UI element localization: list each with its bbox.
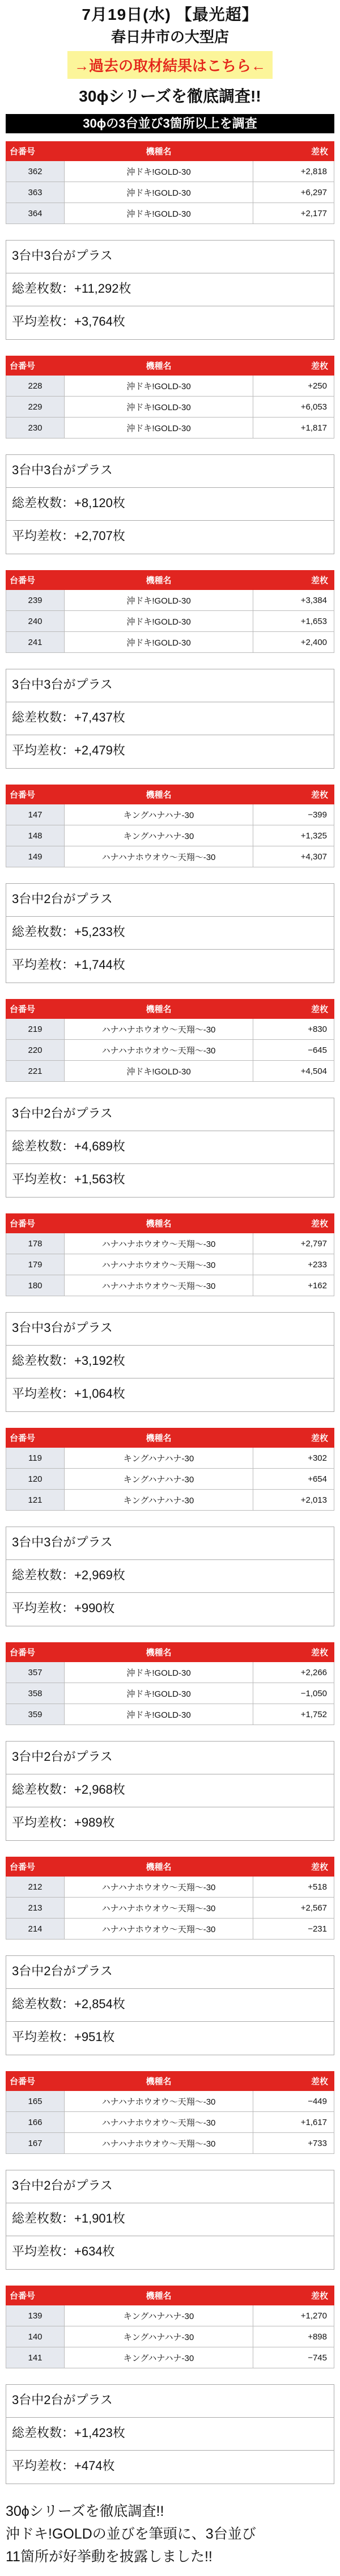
total-difference: 総差枚数：+3,192枚	[6, 1346, 334, 1378]
machine-name-header: 機種名	[65, 1214, 253, 1233]
difference-cell: +518	[253, 1877, 334, 1898]
machine-number-cell: 230	[6, 418, 65, 439]
machine-name-cell: キングハナハナ-30	[65, 804, 253, 825]
total-difference: 総差枚数：+4,689枚	[6, 1131, 334, 1164]
total-difference: 総差枚数：+1,901枚	[6, 2203, 334, 2236]
results-table	[6, 1857, 334, 1940]
difference-cell: +2,818	[253, 161, 334, 182]
average-difference: 平均差枚：+1,563枚	[12, 1172, 125, 1186]
store-name: 春日井市の大型店	[110, 28, 229, 45]
table-row	[6, 418, 334, 439]
machine-name-header: 機種名	[65, 1428, 253, 1448]
footer-line: 30ϕシリーズを徹底調査!!	[6, 2503, 164, 2519]
table-header-row	[6, 2072, 334, 2091]
results-table	[6, 570, 334, 653]
machine-name-cell: ハナハナホウオウ〜天翔〜-30	[65, 1898, 253, 1919]
table-row	[6, 1254, 334, 1275]
table-row	[6, 1490, 334, 1511]
average-difference: 平均差枚：+1,064枚	[12, 1386, 125, 1401]
plus-count: 3台中3台がプラス	[6, 669, 334, 702]
machine-name-cell: ハナハナホウオウ〜天翔〜-30	[65, 1275, 253, 1296]
table-row	[6, 825, 334, 846]
machine-name-header: 機種名	[65, 571, 253, 590]
machine-number-cell: 166	[6, 2112, 65, 2133]
difference-cell: +4,504	[253, 1061, 334, 1082]
total-difference: 総差枚数：+2,854枚	[6, 1989, 334, 2022]
difference-cell: +2,177	[253, 203, 334, 224]
machine-number-header: 台番号	[6, 1000, 65, 1019]
difference-cell: +1,617	[253, 2112, 334, 2133]
plus-count: 3台中2台がプラス	[6, 2170, 334, 2203]
machine-number-cell: 357	[6, 1662, 65, 1683]
plus-count: 3台中3台がプラス	[6, 1313, 334, 1346]
page	[6, 3, 334, 2568]
machine-number-cell: 214	[6, 1919, 65, 1940]
difference-header: 差枚	[253, 1643, 334, 1662]
table-row	[6, 2112, 334, 2133]
machine-number-header: 台番号	[6, 571, 65, 590]
total-difference: 総差枚数：+5,233枚	[6, 917, 334, 950]
machine-name-cell: キングハナハナ-30	[65, 825, 253, 846]
table-row	[6, 2133, 334, 2154]
plus-count: 3台中2台がプラス	[6, 1098, 334, 1131]
machine-name-cell: 沖ドキ!GOLD-30	[65, 397, 253, 418]
machine-number-cell: 240	[6, 611, 65, 632]
machine-name-cell: 沖ドキ!GOLD-30	[65, 182, 253, 203]
difference-cell: +2,266	[253, 1662, 334, 1683]
table-row	[6, 1469, 334, 1490]
machine-number-cell: 139	[6, 2305, 65, 2326]
machine-number-cell: 179	[6, 1254, 65, 1275]
table-row	[6, 182, 334, 203]
machine-name-cell: 沖ドキ!GOLD-30	[65, 590, 253, 611]
table-row	[6, 161, 334, 182]
plus-count: 3台中3台がプラス	[6, 1527, 334, 1560]
machine-name-cell: 沖ドキ!GOLD-30	[65, 376, 253, 397]
table-row	[6, 1233, 334, 1254]
table-row	[6, 1898, 334, 1919]
difference-cell: −1,050	[253, 1683, 334, 1704]
difference-header: 差枚	[253, 356, 334, 376]
machine-number-cell: 364	[6, 203, 65, 224]
machine-number-cell: 241	[6, 632, 65, 653]
machine-number-cell: 359	[6, 1704, 65, 1725]
machine-number-cell: 119	[6, 1448, 65, 1469]
results-table	[6, 356, 334, 439]
difference-cell: +6,053	[253, 397, 334, 418]
results-table	[6, 141, 334, 224]
table-row	[6, 590, 334, 611]
machine-name-cell: 沖ドキ!GOLD-30	[65, 418, 253, 439]
machine-name-header: 機種名	[65, 785, 253, 804]
results-table	[6, 999, 334, 1082]
machine-name-cell: ハナハナホウオウ〜天翔〜-30	[65, 1254, 253, 1275]
past-results-link[interactable]: →過去の取材結果はこちら←	[67, 51, 273, 79]
machine-number-cell: 140	[6, 2326, 65, 2347]
machine-name-header: 機種名	[65, 356, 253, 376]
table-row	[6, 632, 334, 653]
machine-name-cell: ハナハナホウオウ〜天翔〜-30	[65, 1877, 253, 1898]
table-row	[6, 2347, 334, 2368]
machine-number-cell: 229	[6, 397, 65, 418]
table-row	[6, 1704, 334, 1725]
footer-line: 沖ドキ!GOLDの並びを筆頭に、3台並び	[6, 2526, 256, 2542]
difference-cell: −745	[253, 2347, 334, 2368]
machine-name-header: 機種名	[65, 1857, 253, 1877]
machine-name-cell: キングハナハナ-30	[65, 1490, 253, 1511]
machine-name-cell: ハナハナホウオウ〜天翔〜-30	[65, 1019, 253, 1040]
table-header-row	[6, 1214, 334, 1233]
machine-name-cell: 沖ドキ!GOLD-30	[65, 1683, 253, 1704]
machine-number-cell: 220	[6, 1040, 65, 1061]
machine-number-cell: 219	[6, 1019, 65, 1040]
machine-name-cell: ハナハナホウオウ〜天翔〜-30	[65, 1040, 253, 1061]
difference-header: 差枚	[253, 785, 334, 804]
difference-cell: +2,400	[253, 632, 334, 653]
difference-cell: +233	[253, 1254, 334, 1275]
machine-name-cell: キングハナハナ-30	[65, 1469, 253, 1490]
machine-name-cell: ハナハナホウオウ〜天翔〜-30	[65, 1233, 253, 1254]
difference-cell: +1,325	[253, 825, 334, 846]
summary-box	[6, 454, 334, 554]
table-header-row	[6, 2286, 334, 2305]
machine-name-cell: 沖ドキ!GOLD-30	[65, 1662, 253, 1683]
machine-name-cell: 沖ドキ!GOLD-30	[65, 161, 253, 182]
results-table	[6, 2071, 334, 2154]
machine-name-cell: キングハナハナ-30	[65, 1448, 253, 1469]
difference-cell: +2,797	[253, 1233, 334, 1254]
machine-number-cell: 141	[6, 2347, 65, 2368]
machine-name-cell: ハナハナホウオウ〜天翔〜-30	[65, 1919, 253, 1940]
machine-name-cell: 沖ドキ!GOLD-30	[65, 632, 253, 653]
table-row	[6, 846, 334, 867]
average-difference: 平均差枚：+951枚	[12, 2030, 115, 2044]
machine-number-header: 台番号	[6, 2286, 65, 2305]
total-difference: 総差枚数：+8,120枚	[6, 488, 334, 521]
difference-header: 差枚	[253, 1000, 334, 1019]
machine-number-cell: 358	[6, 1683, 65, 1704]
plus-count: 3台中2台がプラス	[6, 1742, 334, 1774]
machine-name-cell: 沖ドキ!GOLD-30	[65, 611, 253, 632]
summary-box	[6, 1741, 334, 1841]
average-difference: 平均差枚：+989枚	[12, 1815, 115, 1829]
average-difference: 平均差枚：+2,479枚	[12, 743, 125, 757]
summary-box	[6, 883, 334, 983]
table-header-row	[6, 356, 334, 376]
difference-cell: −231	[253, 1919, 334, 1940]
table-row	[6, 1061, 334, 1082]
difference-cell: +162	[253, 1275, 334, 1296]
results-table	[6, 1428, 334, 1511]
machine-name-header: 機種名	[65, 2072, 253, 2091]
machine-number-cell: 178	[6, 1233, 65, 1254]
summary-box	[6, 2170, 334, 2270]
machine-number-cell: 121	[6, 1490, 65, 1511]
machine-number-header: 台番号	[6, 1643, 65, 1662]
difference-cell: −645	[253, 1040, 334, 1061]
summary-box	[6, 1098, 334, 1198]
difference-cell: +830	[253, 1019, 334, 1040]
difference-cell: +1,653	[253, 611, 334, 632]
machine-number-cell: 239	[6, 590, 65, 611]
plus-count: 3台中2台がプラス	[6, 1956, 334, 1989]
machine-name-header: 機種名	[65, 1643, 253, 1662]
total-difference: 総差枚数：+11,292枚	[6, 273, 334, 306]
table-row	[6, 397, 334, 418]
summary-box	[6, 669, 334, 769]
banner-wrap	[6, 51, 334, 79]
difference-cell: +4,307	[253, 846, 334, 867]
table-row	[6, 1019, 334, 1040]
plus-count: 3台中3台がプラス	[6, 241, 334, 273]
table-header-row	[6, 571, 334, 590]
table-row	[6, 1662, 334, 1683]
results-table	[6, 1213, 334, 1296]
table-header-row	[6, 1428, 334, 1448]
machine-name-cell: 沖ドキ!GOLD-30	[65, 1061, 253, 1082]
machine-number-cell: 120	[6, 1469, 65, 1490]
summary-box	[6, 2384, 334, 2484]
difference-cell: +302	[253, 1448, 334, 1469]
machine-number-cell: 148	[6, 825, 65, 846]
difference-cell: −449	[253, 2091, 334, 2112]
difference-cell: +1,817	[253, 418, 334, 439]
machine-name-cell: ハナハナホウオウ〜天翔〜-30	[65, 2112, 253, 2133]
table-row	[6, 2305, 334, 2326]
machine-number-header: 台番号	[6, 785, 65, 804]
difference-cell: +1,270	[253, 2305, 334, 2326]
plus-count: 3台中2台がプラス	[6, 2385, 334, 2418]
difference-cell: +2,567	[253, 1898, 334, 1919]
footer-line: 11箇所が好挙動を披露しました!!	[6, 2549, 212, 2565]
difference-cell: +6,297	[253, 182, 334, 203]
table-header-row	[6, 1857, 334, 1877]
machine-number-cell: 212	[6, 1877, 65, 1898]
table-row	[6, 1919, 334, 1940]
machine-number-cell: 221	[6, 1061, 65, 1082]
machine-number-cell: 167	[6, 2133, 65, 2154]
plus-count: 3台中2台がプラス	[6, 884, 334, 917]
machine-name-header: 機種名	[65, 2286, 253, 2305]
survey-condition-bar: 30ϕの3台並び3箇所以上を調査	[6, 114, 334, 133]
summary-box	[6, 240, 334, 340]
difference-cell: +1,752	[253, 1704, 334, 1725]
table-row	[6, 611, 334, 632]
table-header-row	[6, 1643, 334, 1662]
average-difference: 平均差枚：+1,744枚	[12, 958, 125, 972]
machine-name-cell: ハナハナホウオウ〜天翔〜-30	[65, 2091, 253, 2112]
table-row	[6, 804, 334, 825]
total-difference: 総差枚数：+7,437枚	[6, 702, 334, 735]
table-header-row	[6, 785, 334, 804]
machine-number-cell: 362	[6, 161, 65, 182]
total-difference: 総差枚数：+2,968枚	[6, 1774, 334, 1807]
summary-box	[6, 1527, 334, 1626]
machine-name-header: 機種名	[65, 1000, 253, 1019]
total-difference: 総差枚数：+1,423枚	[6, 2418, 334, 2451]
machine-name-cell: キングハナハナ-30	[65, 2326, 253, 2347]
difference-cell: +3,384	[253, 590, 334, 611]
summary-box	[6, 1312, 334, 1412]
machine-name-cell: 沖ドキ!GOLD-30	[65, 1704, 253, 1725]
table-row	[6, 1683, 334, 1704]
difference-cell: +654	[253, 1469, 334, 1490]
difference-cell: +250	[253, 376, 334, 397]
machine-number-cell: 165	[6, 2091, 65, 2112]
table-row	[6, 2091, 334, 2112]
machine-name-header: 機種名	[65, 142, 253, 161]
machine-number-header: 台番号	[6, 1857, 65, 1877]
machine-number-header: 台番号	[6, 2072, 65, 2091]
table-row	[6, 1040, 334, 1061]
machine-number-header: 台番号	[6, 1428, 65, 1448]
average-difference: 平均差枚：+2,707枚	[12, 529, 125, 543]
plus-count: 3台中3台がプラス	[6, 455, 334, 488]
difference-header: 差枚	[253, 2072, 334, 2091]
machine-number-cell: 363	[6, 182, 65, 203]
difference-cell: +2,013	[253, 1490, 334, 1511]
machine-name-cell: キングハナハナ-30	[65, 2347, 253, 2368]
results-table	[6, 785, 334, 867]
machine-name-cell: ハナハナホウオウ〜天翔〜-30	[65, 2133, 253, 2154]
results-list	[6, 141, 334, 2484]
table-row	[6, 1275, 334, 1296]
machine-number-cell: 149	[6, 846, 65, 867]
page-title: 7月19日(水) 【最光超】	[82, 6, 258, 23]
machine-name-cell: 沖ドキ!GOLD-30	[65, 203, 253, 224]
average-difference: 平均差枚：+3,764枚	[12, 314, 125, 328]
machine-name-cell: ハナハナホウオウ〜天翔〜-30	[65, 846, 253, 867]
difference-header: 差枚	[253, 142, 334, 161]
machine-number-cell: 147	[6, 804, 65, 825]
average-difference: 平均差枚：+474枚	[12, 2459, 115, 2473]
footer-text	[6, 2500, 334, 2568]
summary-box	[6, 1955, 334, 2055]
machine-number-cell: 180	[6, 1275, 65, 1296]
difference-cell: +733	[253, 2133, 334, 2154]
table-row	[6, 1448, 334, 1469]
table-row	[6, 203, 334, 224]
average-difference: 平均差枚：+634枚	[12, 2244, 115, 2258]
machine-number-cell: 213	[6, 1898, 65, 1919]
machine-number-header: 台番号	[6, 142, 65, 161]
difference-header: 差枚	[253, 1214, 334, 1233]
difference-header: 差枚	[253, 1428, 334, 1448]
machine-number-cell: 228	[6, 376, 65, 397]
table-row	[6, 2326, 334, 2347]
average-difference: 平均差枚：+990枚	[12, 1601, 115, 1615]
results-table	[6, 1642, 334, 1725]
table-row	[6, 376, 334, 397]
series-title: 30ϕシリーズを徹底調査!!	[79, 87, 261, 105]
machine-name-cell: キングハナハナ-30	[65, 2305, 253, 2326]
difference-cell: −399	[253, 804, 334, 825]
total-difference: 総差枚数：+2,969枚	[6, 1560, 334, 1593]
table-row	[6, 1877, 334, 1898]
difference-header: 差枚	[253, 1857, 334, 1877]
difference-header: 差枚	[253, 571, 334, 590]
difference-header: 差枚	[253, 2286, 334, 2305]
results-table	[6, 2286, 334, 2368]
table-header-row	[6, 1000, 334, 1019]
difference-cell: +898	[253, 2326, 334, 2347]
table-header-row	[6, 142, 334, 161]
machine-number-header: 台番号	[6, 356, 65, 376]
machine-number-header: 台番号	[6, 1214, 65, 1233]
